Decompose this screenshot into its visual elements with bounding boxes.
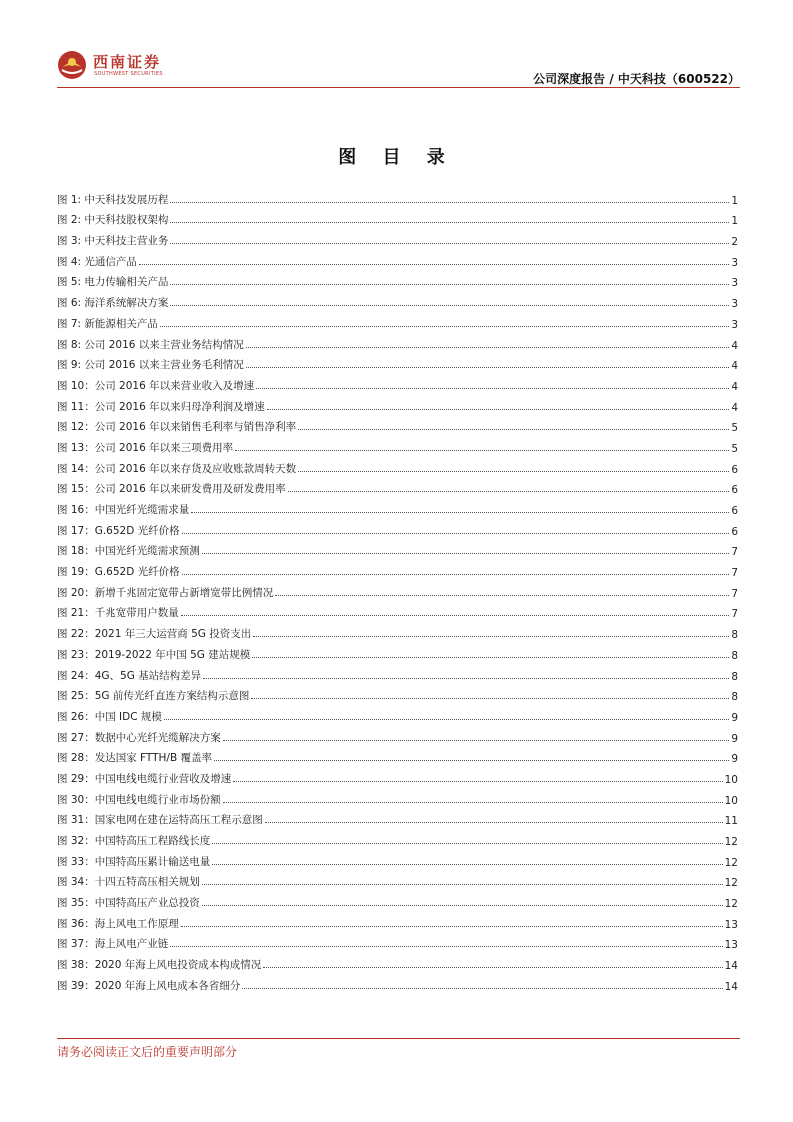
toc-entry-label: 图 19：G.652D 光纤价格 <box>57 566 180 579</box>
toc-entry[interactable] <box>57 745 738 766</box>
toc-entry-label: 图 15：公司 2016 年以来研发费用及研发费用率 <box>57 483 286 496</box>
toc-entry[interactable] <box>57 269 738 290</box>
toc-entry-page: 14 <box>724 960 738 973</box>
toc-entry-label: 图 21：千兆宽带用户数量 <box>57 607 179 620</box>
toc-dot-leader <box>256 388 729 389</box>
toc-entry-page: 8 <box>731 629 738 642</box>
toc-entry-label: 图 10：公司 2016 年以来营业收入及增速 <box>57 379 255 392</box>
toc-entry-page: 6 <box>731 484 738 497</box>
toc-entry[interactable] <box>57 972 738 993</box>
toc-dot-leader <box>253 636 729 637</box>
toc-entry[interactable] <box>57 248 738 269</box>
toc-entry-label: 图 26：中国 IDC 规模 <box>57 710 162 723</box>
toc-entry[interactable] <box>57 455 738 476</box>
toc-entry-page: 6 <box>731 505 738 517</box>
toc-dot-leader <box>252 657 729 658</box>
toc-entry-page: 4 <box>731 339 738 352</box>
toc-entry-label: 图 24：4G、5G 基站结构差异 <box>57 669 202 682</box>
logo-english-name: SOUTHWEST SECURITIES <box>94 71 163 77</box>
toc-entry-page: 9 <box>731 711 738 724</box>
footer-disclaimer: 请务必阅读正文后的重要声明部分 <box>57 1045 238 1059</box>
toc-entry-page: 12 <box>724 877 738 890</box>
toc-dot-leader <box>246 367 730 368</box>
toc-entry[interactable] <box>57 517 738 538</box>
toc-entry[interactable] <box>57 703 738 724</box>
toc-dot-leader <box>202 905 723 906</box>
toc-entry-label: 图 27：数据中心光纤光缆解决方案 <box>57 731 221 744</box>
toc-entry-page: 3 <box>731 318 738 331</box>
toc-entry[interactable] <box>57 931 738 952</box>
toc-entry-page: 8 <box>731 670 738 683</box>
toc-entry-label: 图 11：公司 2016 年以来归母净利润及增速 <box>57 400 265 413</box>
toc-entry-label: 图 7: 新能源相关产品 <box>57 317 158 330</box>
toc-entry-page: 7 <box>731 608 738 621</box>
toc-entry-label: 图 2: 中天科技股权架构 <box>57 214 169 227</box>
toc-entry-label: 图 35：中国特高压产业总投资 <box>57 897 200 910</box>
toc-entry-label: 图 38：2020 年海上风电投资成本构成情况 <box>57 959 262 972</box>
toc-entry-page: 9 <box>731 753 738 766</box>
toc-entry-page: 1 <box>731 215 738 228</box>
toc-entry-page: 11 <box>724 815 738 828</box>
toc-entry-page: 7 <box>731 567 738 580</box>
header-divider <box>57 87 740 88</box>
toc-entry[interactable] <box>57 414 738 435</box>
page-title: 图 目 录 <box>338 147 455 168</box>
toc-entry[interactable] <box>57 496 738 517</box>
toc-entry[interactable] <box>57 786 738 807</box>
report-info: 公司深度报告 / 中天科技（600522） <box>533 72 740 86</box>
toc-entry-label: 图 14：公司 2016 年以来存货及应收账款周转天数 <box>57 462 297 475</box>
toc-entry-label: 图 37：海上风电产业链 <box>57 938 169 951</box>
toc-entry-page: 4 <box>731 401 738 414</box>
toc-entry-page: 6 <box>731 525 738 538</box>
toc-entry-page: 13 <box>724 939 738 952</box>
toc-entry-label: 图 33：中国特高压累计输送电量 <box>57 855 211 868</box>
toc-entry-page: 8 <box>731 691 738 704</box>
toc-entry[interactable] <box>57 352 738 373</box>
toc-dot-leader <box>170 284 729 285</box>
toc-entry-page: 4 <box>731 380 738 393</box>
toc-entry[interactable] <box>57 434 738 455</box>
toc-dot-leader <box>298 429 729 430</box>
toc-entry-label: 图 8: 公司 2016 以来主营业务结构情况 <box>57 338 244 351</box>
toc-dot-leader <box>139 264 729 265</box>
toc-dot-leader <box>202 553 730 554</box>
toc-dot-leader <box>170 243 729 244</box>
toc-entry[interactable] <box>57 889 738 910</box>
footer-divider <box>57 1038 740 1039</box>
toc-dot-leader <box>265 822 723 823</box>
toc-dot-leader <box>263 967 722 968</box>
toc-dot-leader <box>191 512 729 513</box>
toc-dot-leader <box>223 802 723 803</box>
toc-entry-label: 图 17：G.652D 光纤价格 <box>57 524 180 537</box>
toc-entry[interactable] <box>57 827 738 848</box>
toc-dot-leader <box>214 760 729 761</box>
logo-chinese-name: 西南证券 <box>93 53 162 71</box>
toc-entry[interactable] <box>57 683 738 704</box>
toc-entry-label: 图 32：中国特高压工程路线长度 <box>57 835 211 847</box>
toc-dot-leader <box>182 533 730 534</box>
toc-entry[interactable] <box>57 807 738 828</box>
toc-entry[interactable] <box>57 620 738 641</box>
toc-entry-page: 7 <box>731 546 738 559</box>
toc-dot-leader <box>212 864 722 865</box>
toc-entry[interactable] <box>57 848 738 869</box>
toc-entry[interactable] <box>57 910 738 931</box>
toc-entry[interactable] <box>57 579 738 600</box>
toc-entry-page: 6 <box>731 463 738 476</box>
toc-entry-page: 3 <box>731 277 738 290</box>
toc-entry-label: 图 29：中国电线电缆行业营收及增速 <box>57 772 232 785</box>
toc-entry-label: 图 22：2021 年三大运营商 5G 投资支出 <box>57 628 252 641</box>
toc-dot-leader <box>275 595 729 596</box>
toc-entry-label: 图 39：2020 年海上风电成本各省细分 <box>57 979 241 992</box>
toc-entry-page: 9 <box>731 732 738 745</box>
toc-entry-page: 12 <box>724 898 738 911</box>
toc-entry[interactable] <box>57 641 738 662</box>
toc-dot-leader <box>164 719 729 720</box>
toc-entry-page: 8 <box>731 649 738 662</box>
toc-dot-leader <box>212 843 722 844</box>
toc-entry-page: 10 <box>724 773 738 786</box>
toc-entry[interactable] <box>57 186 738 207</box>
toc-entry-page: 3 <box>731 256 738 269</box>
toc-dot-leader <box>267 409 730 410</box>
toc-entry-label: 图 31：国家电网在建在运特高压工程示意图 <box>57 814 263 827</box>
toc-entry[interactable] <box>57 289 738 310</box>
toc-entry-label: 图 1: 中天科技发展历程 <box>57 193 169 206</box>
toc-entry-page: 13 <box>724 918 738 931</box>
toc-entry-page: 2 <box>731 236 738 249</box>
toc-dot-leader <box>203 678 729 679</box>
toc-entry-label: 图 25：5G 前传光纤直连方案结构示意图 <box>57 690 250 703</box>
toc-entry[interactable] <box>57 227 738 248</box>
toc-entry-label: 图 28：发达国家 FTTH/B 覆盖率 <box>57 752 213 765</box>
toc-dot-leader <box>288 491 730 492</box>
toc-entry-page: 4 <box>731 360 738 373</box>
toc-entry[interactable] <box>57 393 738 414</box>
toc-dot-leader <box>233 781 722 782</box>
toc-entry[interactable] <box>57 207 738 228</box>
toc-entry-page: 3 <box>731 298 738 311</box>
toc-dot-leader <box>170 202 729 203</box>
figure-list <box>57 186 738 993</box>
toc-dot-leader <box>170 305 729 306</box>
toc-dot-leader <box>298 471 729 472</box>
toc-entry-page: 5 <box>731 422 738 435</box>
toc-entry-page: 10 <box>724 794 738 807</box>
toc-entry[interactable] <box>57 600 738 621</box>
toc-dot-leader <box>202 884 723 885</box>
toc-dot-leader <box>181 615 730 616</box>
toc-entry[interactable] <box>57 558 738 579</box>
toc-dot-leader <box>223 740 730 741</box>
toc-entry-label: 图 23：2019-2022 年中国 5G 建站规模 <box>57 648 251 661</box>
toc-entry-page: 12 <box>724 856 738 869</box>
toc-dot-leader <box>242 988 722 989</box>
toc-dot-leader <box>181 926 723 927</box>
toc-entry-label: 图 20：新增千兆固定宽带占新增宽带比例情况 <box>57 586 274 599</box>
toc-entry[interactable] <box>57 662 738 683</box>
page-header <box>57 44 740 88</box>
toc-dot-leader <box>170 222 729 223</box>
toc-entry[interactable] <box>57 765 738 786</box>
toc-entry-page: 14 <box>724 980 738 993</box>
toc-dot-leader <box>246 347 730 348</box>
toc-dot-leader <box>251 698 729 699</box>
toc-entry-label: 图 18：中国光纤光缆需求预测 <box>57 545 200 558</box>
toc-entry-label: 图 6: 海洋系统解决方案 <box>57 297 169 310</box>
toc-dot-leader <box>170 946 722 947</box>
toc-dot-leader <box>160 326 729 327</box>
toc-dot-leader <box>182 574 730 575</box>
toc-entry-label: 图 30：中国电线电缆行业市场份额 <box>57 793 221 806</box>
toc-entry-label: 图 13：公司 2016 年以来三项费用率 <box>57 441 234 454</box>
toc-entry[interactable] <box>57 372 738 393</box>
toc-entry[interactable] <box>57 331 738 352</box>
toc-entry-page: 7 <box>731 587 738 600</box>
company-logo-icon <box>57 50 87 80</box>
toc-entry[interactable] <box>57 476 738 497</box>
toc-entry-label: 图 34：十四五特高压相关规划 <box>57 876 200 889</box>
toc-entry-label: 图 36：海上风电工作原理 <box>57 917 179 930</box>
toc-entry-page: 1 <box>731 194 738 207</box>
toc-entry[interactable] <box>57 951 738 972</box>
toc-entry[interactable] <box>57 869 738 890</box>
toc-entry-label: 图 16：中国光纤光缆需求量 <box>57 504 190 516</box>
toc-entry-page: 5 <box>731 442 738 455</box>
toc-entry[interactable] <box>57 310 738 331</box>
toc-entry-label: 图 12：公司 2016 年以来销售毛利率与销售净利率 <box>57 421 297 434</box>
toc-entry-label: 图 5: 电力传输相关产品 <box>57 276 169 289</box>
toc-dot-leader <box>235 450 729 451</box>
toc-entry-label: 图 3: 中天科技主营业务 <box>57 235 169 248</box>
toc-entry-label: 图 9: 公司 2016 以来主营业务毛利情况 <box>57 359 244 372</box>
toc-entry-page: 12 <box>724 836 738 848</box>
toc-entry[interactable] <box>57 538 738 559</box>
toc-entry[interactable] <box>57 724 738 745</box>
toc-entry-label: 图 4: 光通信产品 <box>57 255 137 268</box>
